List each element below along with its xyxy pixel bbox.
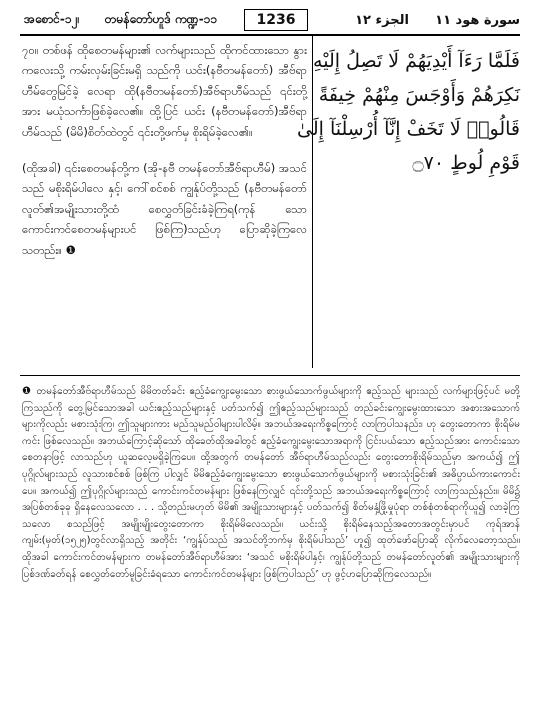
page-header <box>24 8 520 32</box>
arabic-line: قَوْمِ لُوطٍ ۝٧٠ <box>412 152 520 174</box>
arabic-line: فَلَمَّا رَءَآ أَيْدِيَهُمْ لَا تَصِلُ إِلَيْهِ <box>313 50 520 72</box>
header-rule <box>20 34 520 36</box>
footnote-paragraph: ❶ တမန်တော်အီဗ်ရာဟီမ်သည် မိမိတတ်ခင်း ဧည့်ခံကျွေးမွေးသော စားဖွယ်သောက်ဖွယ်များကို ဧည့်သည် များသည် လက်များဖြင့်ပင် မတို့ကြသည်ကို တွေ့မြင်သောအခါ ယင်းဧည့်သည်များနှင့် ပတ်သက်၍ ဤဧည့်သည်များသည် တည်ခင်းကျွေးမွေးထားသော အစားအသောက်များကိုလည်း မစားသုံးကြ၊ ဤသူများကား မည်သူမည်ဝါများပါလိမ့်။ အဘယ်အရေးကိစ္စကြောင့် လာကြပါသနည်း၊ ဟု တွေးတောကာ စိုးရိမ်မကင်း ဖြစ်လေသည်။ အဘယ်ကြောင့်ဆိုသော် ထိုခေတ်ထိုအခါတွင် ဧည့်ခံကျွေးမွေးသောအရာကို ငြင်းပယ်သော ဧည့်သည်အား ကောင်းသောစေတနာဖြင့် လာသည်ဟု ယူဆလေ့မရှိခဲ့ကြပေ။ ထို့အတွက် တမန်တော် အီဗ်ရာဟီမ်သည်လည်း တွေးတောစိုးရိမ်သည်မှာ အကယ်၍ ဤပုဂ္ဂိုလ်များသည် လူသားစင်စစ် ဖြစ်ကြ ပါလျှင် မိမိဧည့်ခံကျွေးမွေးသော စားဖွယ်သောက်ဖွယ်များကို မစားသုံးခြင်း၏ အဓိပ္ပာယ်ကားကောင်းပေ။ အကယ်၍ ဤပုဂ္ဂိုလ်များသည် ကောင်းကင်တမန်များ ဖြစ်နေကြလျှင် ၎င်းတို့သည် အဘယ်အရေးကိစ္စကြောင့် လာကြသည်နည်း။ မိမိ၌ အပြစ်တစ်ခုခု ရှိနေလေသလော . . . သို့တည်းမဟုတ် မိမိ၏ အမျိုးသားများနှင့် ပတ်သက်၍ စိတ်မနှံ့ဖြို့မှုပုံရာ တစ်စုံတစ်ရာကိုယူ၍ လာခဲ့ကြသလော စသည်ဖြင့် အမျိုးမျိုးတွေးတောကာ စိုးရိမ်မိလေသည်။ ယင်းသို့ စိုးရိမ်နေသည့်အတောအတွင်းမှာပင် ကုရ်အာန်ကျမ်း(မှတ်(၁၅၂၅)တွင်လာရှိသည့် အတိုင်း ‘ကျွန်ုပ်သည် အသင်တို့ဘက်မှ စိုးရိမ်ပါသည်’ ဟူ၍ ထုတ်ဖော်ပြောဆို လိုက်လေတော့သည်။ ထိုအခါ ကောင်းကင်တမန်များက တမန်တော်အီဗ်ရာဟီမ်အား ‘အသင် မစိုးရိမ်ပါနှင့်၊ ကျွန်ုပ်တို့သည် တမန်တော်လူတ်၏ အမျိုးသားများကို ပြစ်ဒဏ်ခတ်ရန် စေလွှတ်တော်မူခြင်းခံရသော ကောင်းကင်တမန်များ ဖြစ်ကြပါသည်’ ဟု ဖွင့်ဟပြောဆိုကြလေသည်။ <box>22 386 520 580</box>
translation-column <box>22 40 307 260</box>
surah-label: سورة هود ١١ <box>435 12 520 28</box>
translation-paragraph-2: (ထိုအခါ) ၎င်းစေတမန်တို့က (အို-နဗီ တမန်တော်အီဗ်ရာဟီမ်) အသင်သည် မစိုးရိမ်ပါလေ နှင့်၊ ကေါ်စင်စစ် ကျွန်ုပ်တို့သည် (နဗီတမန်တော် လူတ်၏အမျိုးသားတို့ထံ စေလွှတ်ခြင်းခံခဲ့ကြရ(ကုန် သော ကောင်းကင်စေတမန်များပင် ဖြစ်ကြ)သည်ဟု ပြောဆိုခဲ့ကြလေသတည်း။ ❶ <box>22 161 307 257</box>
column-divider <box>312 36 313 368</box>
footnote <box>22 384 520 583</box>
page-number: 1236 <box>244 9 308 31</box>
arabic-verse <box>297 44 520 180</box>
section-title: တမန်တော်ဟူဒ် ကဏ္ဍ-၁၁ <box>104 12 218 26</box>
footnote-rule <box>20 375 520 376</box>
volume-label: အစောင်-၁၂၊ <box>24 12 80 26</box>
translation-paragraph-1: ၇၀။ တစ်ဖန် ထိုစေတမန်များ၏ လက်များသည် ထိုကင်ထားသော နွားကလေးသို့ ကမ်းလှမ်းခြင်းမရှိ သည်ကို ယင်း(နဗီတမန်တော်) အီဗ်ရာဟီမ်တွေမြင်ခဲ့ လေရာ ထို(နဗီတမန်တော်)အီဗ်ရာဟီမ်သည် ၎င်းတို့ အား မယုံသင်္ကာဖြစ်ခဲ့လေ၏။ ထို့ပြင် ယင်း (နဗီတမန်တော်)အီဗ်ရာဟီမ်သည် (မိမိ)စိတ်ထဲတွင် ၎င်းတို့ဖက်မှ စိုးရိမ်ခဲ့လေ၏။ <box>22 43 307 139</box>
arabic-line: قَالُوا۟ لَا تَخَفْ إِنَّآ أُرْسِلْنَآ إِلَىٰ <box>297 118 520 140</box>
juz-label: الجزء ١٢ <box>355 12 409 28</box>
arabic-line: نَكِرَهُمْ وَأَوْجَسَ مِنْهُمْ خِيفَةً <box>318 84 520 106</box>
